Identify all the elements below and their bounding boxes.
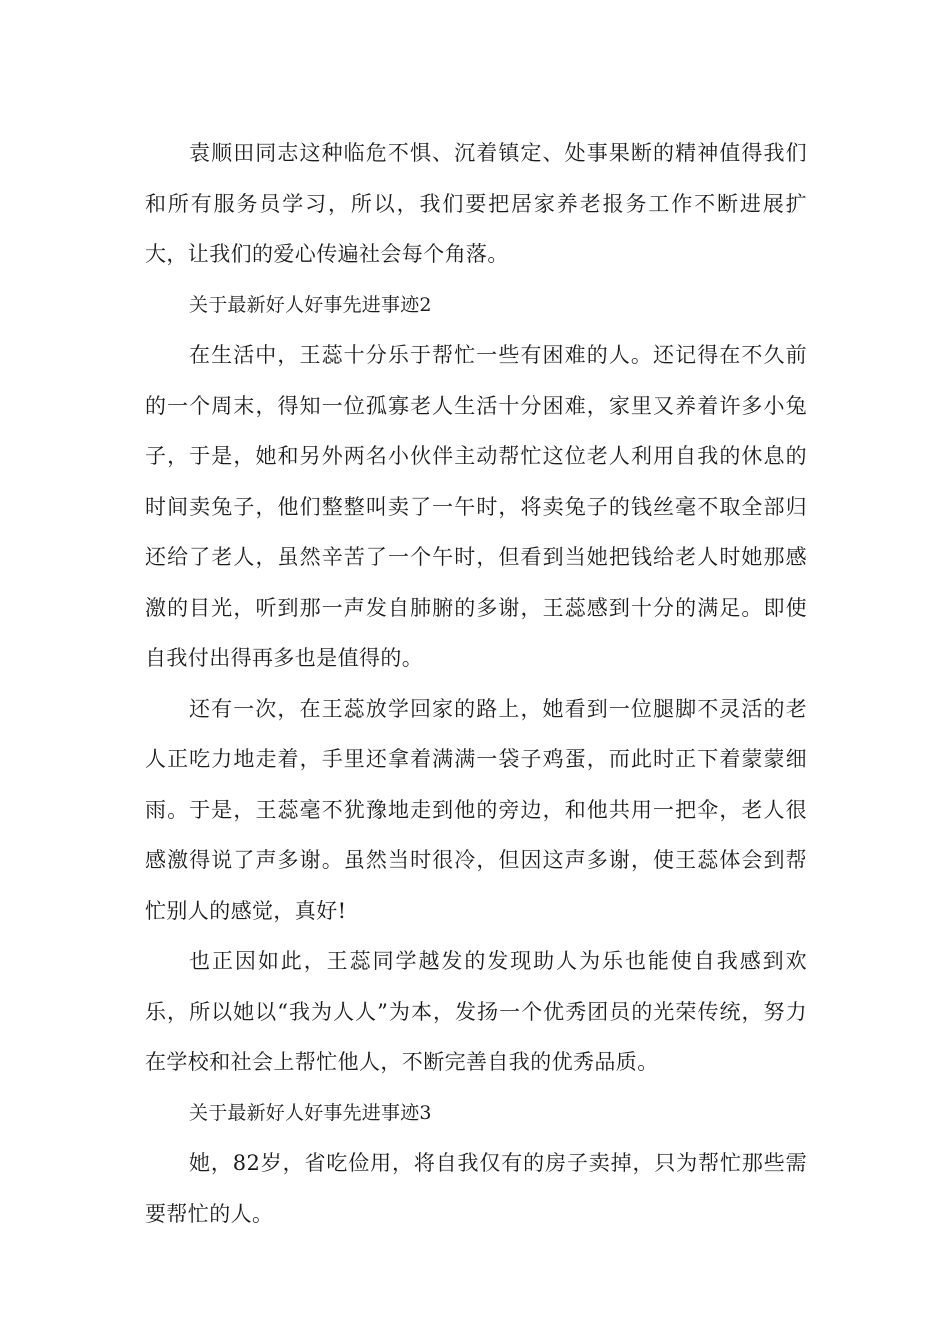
paragraph: 也正因如此，王蕊同学越发的发现助人为乐也能使自我感到欢乐，所以她以“我为人人”为本，发扬一个优秀团员的光荣传统，努力在学校和社会上帮忙他人，不断完善自我的优秀品质。 — [145, 949, 807, 1074]
document-page — [145, 128, 807, 1239]
section-heading: 关于最新好人好事先进事迹3 — [189, 1101, 432, 1124]
paragraph: 袁顺田同志这种临危不惧、沉着镇定、处事果断的精神值得我们和所有服务员学习，所以，我们要把居家养老报务工作不断进展扩大，让我们的爱心传遍社会每个角落。 — [145, 141, 807, 266]
paragraph: 她，82岁，省吃俭用，将自我仅有的房子卖掉，只为帮忙那些需要帮忙的人。 — [145, 1151, 807, 1226]
paragraph: 在生活中，王蕊十分乐于帮忙一些有困难的人。还记得在不久前的一个周末，得知一位孤寡老人生活十分困难，家里又养着许多小兔子，于是，她和另外两名小伙伴主动帮忙这位老人利用自我的休息的时间卖兔子，他们整整叫卖了一午时，将卖兔子的钱丝毫不取全部归还给了老人，虽然辛苦了一个午时，但看到当她把钱给老人时她那感激的目光，听到那一声发自肺腑的多谢，王蕊感到十分的满足。即使自我付出得再多也是值得的。 — [145, 343, 807, 670]
section-heading: 关于最新好人好事先进事迹2 — [189, 293, 432, 316]
paragraph: 还有一次，在王蕊放学回家的路上，她看到一位腿脚不灵活的老人正吃力地走着，手里还拿着满满一袋子鸡蛋，而此时正下着蒙蒙细雨。于是，王蕊毫不犹豫地走到他的旁边，和他共用一把伞，老人很感激得说了声多谢。虽然当时很冷，但因这声多谢，使王蕊体会到帮忙别人的感觉，真好! — [145, 696, 807, 923]
